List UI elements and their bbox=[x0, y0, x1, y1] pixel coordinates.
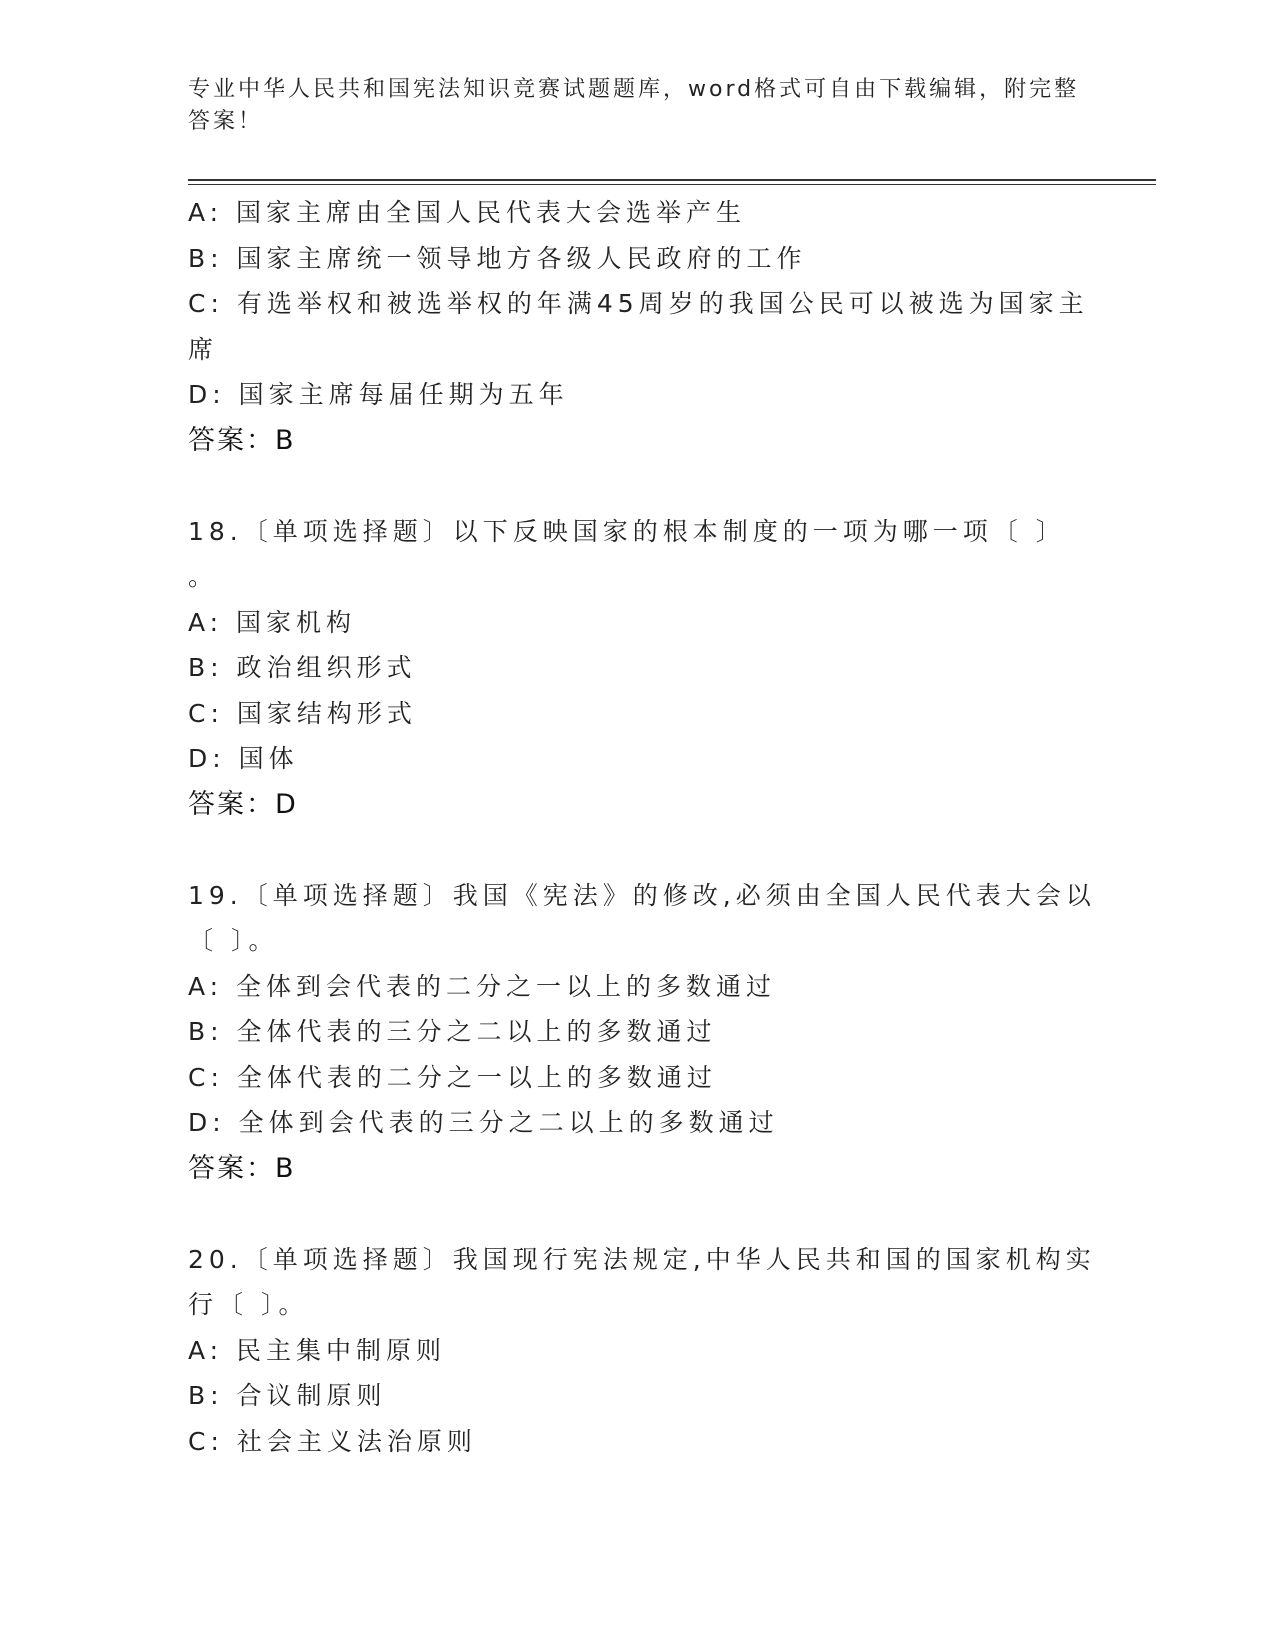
q17-answer: 答案：B bbox=[188, 424, 296, 456]
q20-option-a: A: 民主集中制原则 bbox=[188, 1335, 447, 1365]
q19-option-d: D: 全体到会代表的三分之二以上的多数通过 bbox=[188, 1108, 779, 1137]
q18-option-c: C: 国家结构形式 bbox=[188, 698, 417, 728]
q20-option-b: B: 合议制原则 bbox=[188, 1381, 387, 1410]
q20-stem-line-1: 20.〔单项选择题〕我国现行宪法规定,中华人民共和国的国家机构实 bbox=[188, 1244, 1096, 1274]
document-header bbox=[188, 74, 1088, 138]
header-divider-thin bbox=[188, 184, 1156, 185]
q17-option-a: A: 国家主席由全国人民代表大会选举产生 bbox=[188, 198, 747, 227]
question-20 bbox=[188, 1237, 1096, 1465]
q19-stem-line-1: 19.〔单项选择题〕我国《宪法》的修改,必须由全国人民代表大会以 bbox=[188, 880, 1096, 910]
q18-stem-line-2: 。 bbox=[188, 562, 219, 591]
q17-option-d: D: 国家主席每届任期为五年 bbox=[188, 380, 569, 409]
q17-option-c-line-1: C: 有选举权和被选举权的年满45周岁的我国公民可以被选为国家主 bbox=[188, 289, 1089, 318]
q19-option-b: B: 全体代表的三分之二以上的多数通过 bbox=[188, 1017, 717, 1046]
q19-option-c: C: 全体代表的二分之一以上的多数通过 bbox=[188, 1062, 717, 1092]
q18-stem-line-1: 18.〔单项选择题〕以下反映国家的根本制度的一项为哪一项〔 〕 bbox=[188, 516, 1066, 546]
q19-stem-line-2: 〔 〕。 bbox=[188, 926, 279, 955]
q18-option-a: A: 国家机构 bbox=[188, 607, 357, 637]
q19-option-a: A: 全体到会代表的二分之一以上的多数通过 bbox=[188, 971, 777, 1001]
spacer bbox=[188, 463, 1088, 509]
question-19 bbox=[188, 873, 1096, 1192]
header-divider-thick bbox=[188, 179, 1156, 181]
q18-option-b: B: 政治组织形式 bbox=[188, 653, 417, 682]
header-line-1: 专业中华人民共和国宪法知识竞赛试题题库，word格式可自由下载编辑，附完整 bbox=[188, 77, 1080, 102]
header-line-2: 答案！ bbox=[188, 109, 264, 134]
q19-answer: 答案：B bbox=[188, 1152, 296, 1184]
q20-stem-line-2: 行〔 〕。 bbox=[188, 1290, 309, 1319]
question-17 bbox=[188, 190, 1088, 463]
q18-option-d: D: 国体 bbox=[188, 744, 299, 773]
q18-answer: 答案：D bbox=[188, 788, 298, 820]
spacer bbox=[188, 1191, 1088, 1237]
q17-option-c-line-2: 席 bbox=[188, 334, 219, 364]
q17-option-b: B: 国家主席统一领导地方各级人民政府的工作 bbox=[188, 243, 807, 273]
q20-option-c: C: 社会主义法治原则 bbox=[188, 1426, 477, 1456]
question-18 bbox=[188, 509, 1088, 828]
spacer bbox=[188, 827, 1088, 873]
document-body bbox=[188, 190, 1096, 1464]
